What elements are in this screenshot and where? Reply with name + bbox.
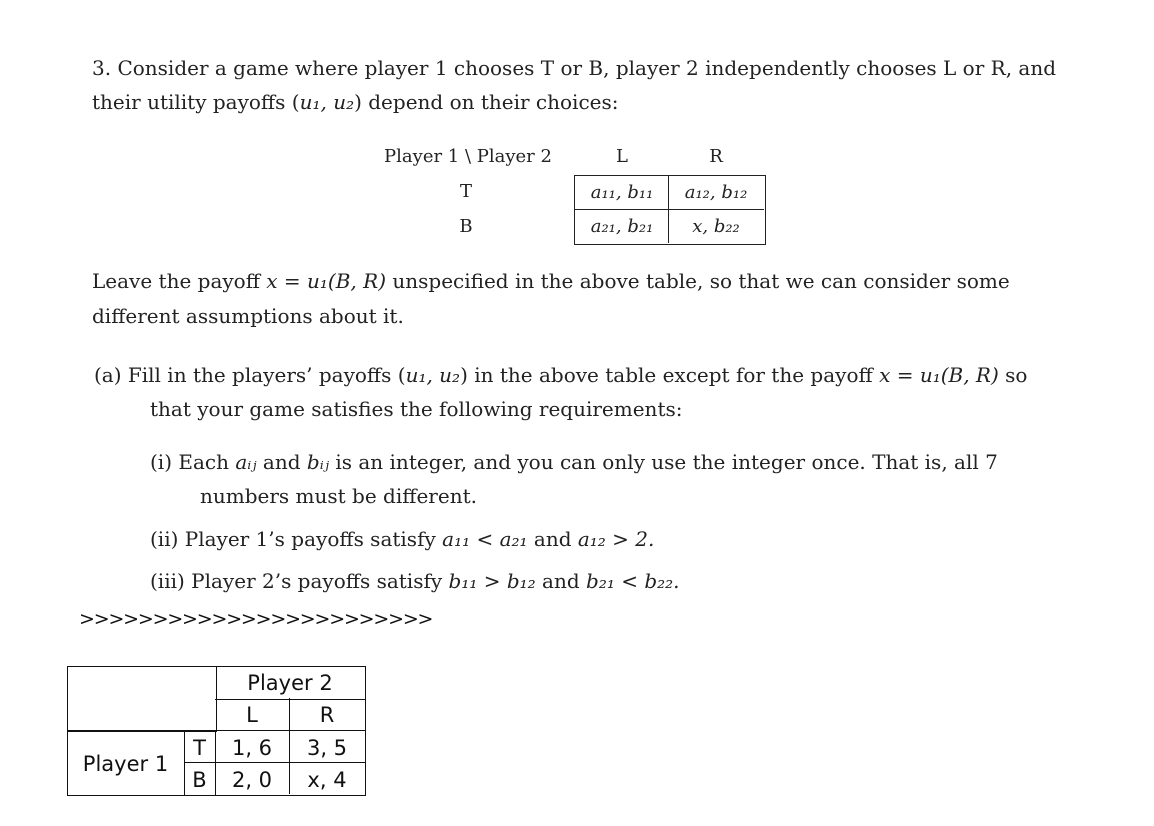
answer-table: [67, 666, 367, 797]
matrix-col-l: L: [616, 146, 628, 167]
problem-intro-line1: 3. Consider a game where player 1 chooses T or B, player 2 independently chooses L or R, and: [92, 56, 1057, 80]
answer-player1-label: Player 1: [82, 752, 169, 776]
answer-cell-tl: 1, 6: [231, 736, 273, 760]
matrix-cell-tl: a₁₁, b₁₁: [590, 182, 654, 203]
problem-intro-line2: their utility payoffs (u₁, u₂) depend on their choices:: [92, 90, 619, 114]
answer-player2-label: Player 2: [247, 671, 333, 695]
leave-line2: different assumptions about it.: [92, 304, 404, 328]
part-a-line1: (a) Fill in the players’ payoffs (u₁, u₂) in the above table except for the payoff x = u₁(B, R) so: [94, 363, 1028, 387]
separator-arrows: >>>>>>>>>>>>>>>>>>>>>>>>: [79, 608, 433, 630]
matrix-col-r: R: [709, 146, 723, 167]
answer-col-l: L: [246, 703, 258, 727]
matrix-cell-br: x, b₂₂: [692, 216, 740, 237]
requirement-i-line2: numbers must be different.: [200, 484, 477, 508]
matrix-cell-tr: a₁₂, b₁₂: [684, 182, 748, 203]
matrix-row-b: B: [459, 216, 473, 237]
matrix-cell-bl: a₂₁, b₂₁: [590, 216, 654, 237]
answer-row-t: T: [193, 736, 206, 760]
answer-empty-corner: [67, 666, 217, 732]
answer-cell-tr: 3, 5: [306, 736, 348, 760]
matrix-row-t: T: [459, 181, 472, 202]
leave-line1: Leave the payoff x = u₁(B, R) unspecified in the above table, so that we can consider some: [92, 269, 1010, 293]
requirement-iii: (iii) Player 2’s payoffs satisfy b₁₁ > b₁₂ and b₂₁ < b₂₂.: [150, 569, 680, 593]
requirement-i-line1: (i) Each aᵢⱼ and bᵢⱼ is an integer, and you can only use the integer once. That is, all 7: [150, 450, 998, 474]
answer-cell-bl: 2, 0: [231, 768, 273, 792]
answer-cell-br: x, 4: [307, 768, 347, 792]
answer-row-b: B: [192, 768, 207, 792]
part-a-line2: that your game satisfies the following requirements:: [150, 397, 683, 421]
answer-col-r: R: [319, 703, 335, 727]
requirement-ii: (ii) Player 1’s payoffs satisfy a₁₁ < a₂₁ and a₁₂ > 2.: [150, 527, 655, 551]
utility-vars: u₁, u₂: [299, 90, 355, 114]
matrix-player-header: Player 1 \ Player 2: [384, 146, 552, 167]
